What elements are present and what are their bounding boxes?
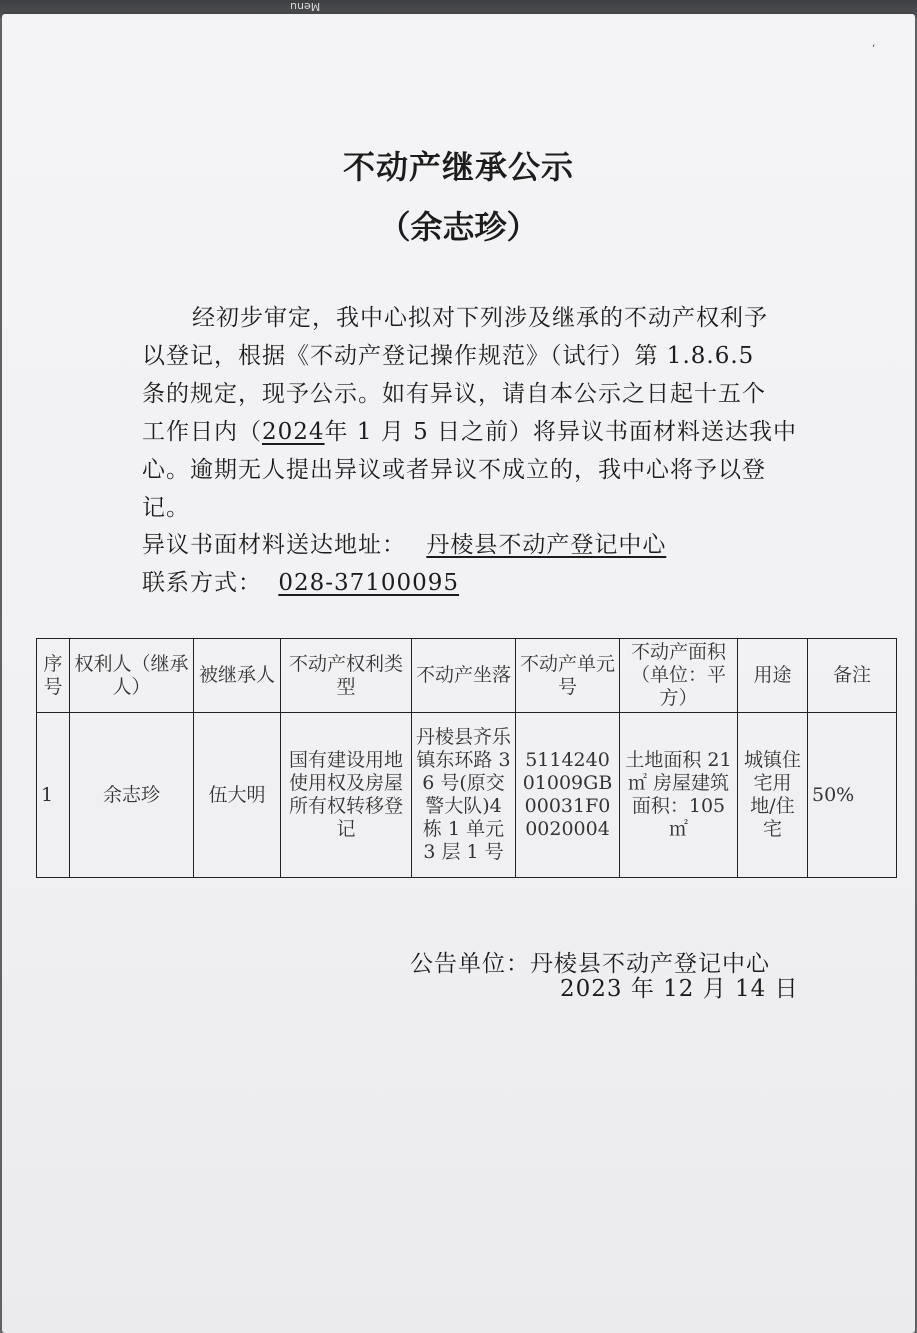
header-cell-heir: 权利人（继承人） xyxy=(70,639,194,713)
cell-heir: 余志珍 xyxy=(70,713,194,878)
cell-decedent: 伍大明 xyxy=(194,713,281,878)
line4-after: 年 1 月 5 日之前）将异议书面材料送达我中 xyxy=(324,419,798,445)
cell-remarks: 50% xyxy=(808,713,897,878)
contact-value: 028-37100095 xyxy=(278,570,460,596)
notice-subtitle: （余志珍） xyxy=(378,208,539,246)
cell-right-type: 国有建设用地使用权及房屋所有权转移登记 xyxy=(281,713,412,878)
inheritance-table xyxy=(36,638,897,878)
deadline-year: 2024 xyxy=(262,419,325,445)
header-cell-right-type: 不动产权利类型 xyxy=(281,639,412,713)
cell-area: 土地面积 21 ㎡ 房屋建筑面积：105 ㎡ xyxy=(620,713,738,878)
address-value: 丹棱县不动产登记中心 xyxy=(426,532,667,558)
header-cell-unit-number: 不动产单元号 xyxy=(516,639,620,713)
body-line-4 xyxy=(142,413,797,446)
address-label: 异议书面材料送达地址： xyxy=(142,532,406,558)
body-line-6: 记。 xyxy=(142,495,190,521)
cell-index: 1 xyxy=(37,713,70,878)
line4-before: 工作日内（ xyxy=(142,419,262,445)
header-cell-remarks: 备注 xyxy=(808,639,897,713)
body-line-1: 经初步审定，我中心拟对下列涉及继承的不动产权利予 xyxy=(192,305,768,331)
header-cell-decedent: 被继承人 xyxy=(194,639,281,713)
header-cell-area: 不动产面积（单位：平方） xyxy=(620,639,738,713)
header-cell-location: 不动产坐落 xyxy=(412,639,516,713)
body-line-3: 条的规定，现予公示。如有异议，请自本公示之日起十五个 xyxy=(142,381,766,407)
announcement-date: 2023 年 12 月 14 日 xyxy=(560,976,799,1002)
contact-line xyxy=(142,564,459,597)
contact-label: 联系方式： xyxy=(142,570,262,596)
body-line-2: 以登记，根据《不动产登记操作规范》（试行）第 1.8.6.5 xyxy=(142,343,755,369)
menu-tag: Menu xyxy=(290,0,321,13)
corner-mark: ’ xyxy=(872,44,876,55)
announcing-unit: 公告单位：丹棱县不动产登记中心 xyxy=(410,951,770,977)
cell-location: 丹棱县齐乐镇东环路 36 号(原交警大队)4 栋 1 单元 3 层 1 号 xyxy=(412,713,516,878)
header-cell-index: 序号 xyxy=(37,639,70,713)
table-header-row xyxy=(37,639,897,713)
cell-usage: 城镇住宅用地/住宅 xyxy=(738,713,808,878)
cell-unit-number: 511424001009GB00031F00020004 xyxy=(516,713,620,878)
address-line xyxy=(142,526,666,559)
notice-title: 不动产继承公示 xyxy=(342,148,574,186)
header-cell-usage: 用途 xyxy=(738,639,808,713)
table-row xyxy=(37,713,897,878)
body-line-5: 心。逾期无人提出异议或者异议不成立的，我中心将予以登 xyxy=(142,457,766,483)
